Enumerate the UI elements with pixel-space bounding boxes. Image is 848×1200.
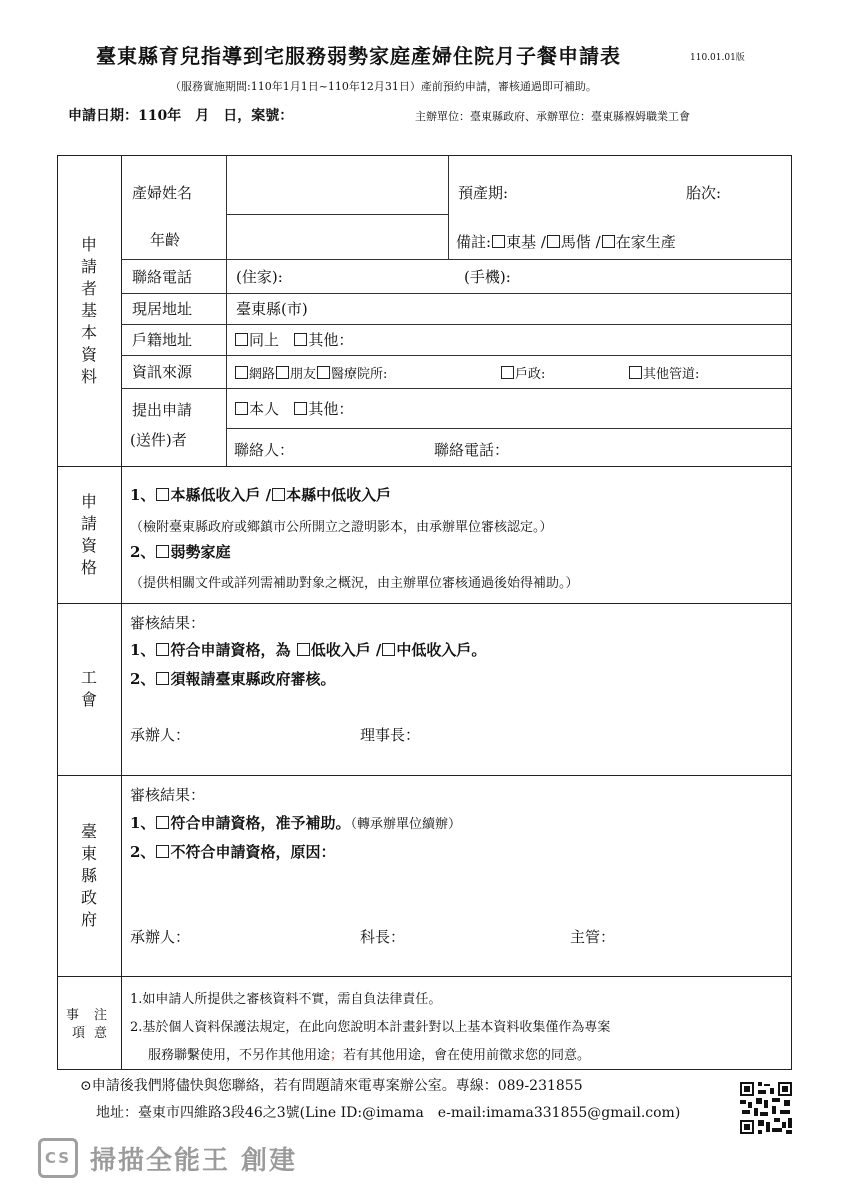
due-date-divider: [448, 156, 449, 259]
household-option-same: 同上: [249, 331, 280, 349]
form-title: 臺東縣育兒指導到宅服務弱勢家庭產婦住院月子餐申請表: [96, 44, 621, 68]
checkbox-friend[interactable]: [276, 366, 289, 379]
note-separator: ；: [330, 1048, 344, 1063]
phone-label: 聯絡電話: [132, 268, 193, 286]
household-options: [234, 329, 353, 350]
section-divider: [58, 976, 791, 977]
phone-home-field[interactable]: (住家):: [236, 268, 283, 286]
remark-option-home-birth: 在家生產: [615, 233, 676, 251]
form-table: [57, 155, 792, 1070]
eligibility-mid-low-income: 本縣中低收入戶: [286, 486, 392, 504]
checkbox-internet[interactable]: [235, 366, 248, 379]
remark-option-mackay: 馬偕 /: [560, 233, 601, 251]
age-label: 年齡: [150, 231, 181, 249]
name-row-inner-line: [226, 214, 448, 215]
info-source-options-c: [628, 363, 699, 382]
mother-name-field[interactable]: [230, 156, 446, 212]
submitter-options: [234, 398, 353, 419]
checkbox-dongji[interactable]: [492, 235, 505, 248]
union-result-label: 審核結果：: [130, 614, 206, 632]
info-source-label: 資訊來源: [132, 363, 193, 381]
submitter-label-1: 提出申請: [132, 401, 193, 419]
household-option-other: 其他：: [308, 331, 354, 349]
eligibility-item-2: 2、 弱勢家庭: [130, 543, 231, 561]
row-line: [121, 259, 791, 260]
section-union-label: 工 會: [80, 668, 97, 709]
source-hospital: 醫療院所:: [331, 367, 388, 382]
checkbox-self[interactable]: [235, 402, 248, 415]
union-chairman-field[interactable]: 理事長：: [360, 726, 421, 744]
checkbox-other-channel[interactable]: [629, 366, 642, 379]
remark-option-dongji: 東基 /: [506, 233, 546, 251]
eligibility-disadvantaged: 弱勢家庭: [170, 543, 231, 561]
checkbox-disadvantaged[interactable]: [156, 545, 169, 558]
union-report-text: 須報請臺東縣政府審核。: [170, 670, 336, 688]
county-item-1: 1、 符合申請資格，准予補助。（轉承辦單位續辦）: [130, 814, 461, 832]
mother-name-label: 產婦姓名: [132, 184, 193, 202]
source-other-channel: 其他管道:: [643, 367, 700, 382]
union-low-income-text: 低收入戶 /: [310, 641, 382, 659]
watermark-text: 掃描全能王 創建: [90, 1145, 298, 1176]
address-field[interactable]: 臺東縣(市): [236, 300, 308, 318]
county-section-chief-field[interactable]: 科長：: [360, 928, 406, 946]
footer-contact-line: ⊙申請後我們將儘快與您聯絡，若有問題請來電專案辦公室。專線：089-231855: [80, 1078, 583, 1094]
phone-mobile-field[interactable]: (手機):: [464, 268, 511, 286]
county-approved-text: 符合申請資格，准予補助。: [170, 814, 351, 832]
county-item-2: 2、 不符合申請資格，原因：: [130, 843, 336, 861]
county-supervisor-field[interactable]: 主管：: [570, 928, 616, 946]
apply-date-line: 申請日期：110年 月 日，案號：: [68, 108, 294, 124]
checkbox-county-rejected[interactable]: [156, 845, 169, 858]
checkbox-union-low-income[interactable]: [297, 643, 310, 656]
age-field[interactable]: [230, 216, 446, 258]
section-applicant-label: 申 請 者 基 本 資 料: [80, 235, 97, 386]
contact-person-field[interactable]: 聯絡人：: [234, 441, 295, 459]
service-period: （服務實施期間:110年1月1日~110年12月31日）產前預約申請，審核通過即可補助。: [170, 80, 597, 93]
county-result-label: 審核結果：: [130, 786, 206, 804]
source-internet: 網路: [249, 367, 276, 382]
union-item-2: 2、 須報請臺東縣政府審核。: [130, 670, 336, 688]
footer-address-line: 地址：臺東市四維路3段46之3號(Line ID:@imama e-mail:imama331855@gmail.com): [96, 1105, 681, 1121]
checkbox-mackay[interactable]: [547, 235, 560, 248]
scanner-watermark: [38, 1138, 297, 1178]
checkbox-household-office[interactable]: [501, 366, 514, 379]
row-line: [121, 388, 791, 389]
checkbox-low-income[interactable]: [156, 488, 169, 501]
camscanner-logo-icon: CS: [38, 1138, 78, 1178]
submitter-label-2: (送件)者: [130, 431, 187, 449]
notes-label-b: 注: [94, 1008, 108, 1023]
note-line-3: 服務聯繫使用，不另作其他用途；若有其他用途，會在使用前徵求您的同意。: [148, 1048, 591, 1063]
submitter-inner-line: [226, 428, 791, 429]
eligibility-note-1: （檢附臺東縣政府或鄉鎮市公所開立之證明影本，由承辦單位審核認定。）: [130, 520, 553, 535]
notes-column-divider: [121, 976, 122, 1069]
row-line: [121, 324, 791, 325]
county-approved-note: （轉承辦單位續辦）: [350, 817, 461, 832]
note-line-2: 2.基於個人資料保護法規定，在此向您說明本計畫針對以上基本資料收集僅作為專案: [130, 1020, 611, 1035]
section-divider: [58, 775, 791, 776]
eligibility-low-income: 本縣低收入戶 /: [170, 486, 272, 504]
checkbox-union-mid-low-income[interactable]: [382, 643, 395, 656]
organizer-line: 主辦單位：臺東縣政府、承辦單位：臺東縣褓姆職業工會: [415, 110, 690, 123]
checkbox-mid-low-income[interactable]: [272, 488, 285, 501]
checkbox-hospital[interactable]: [317, 366, 330, 379]
notes-label-a: 事: [66, 1008, 80, 1023]
notes-label-d: 意: [94, 1026, 108, 1041]
county-handler-field[interactable]: 承辦人：: [130, 928, 191, 946]
address-label: 現居地址: [132, 300, 193, 318]
parity-label[interactable]: 胎次:: [686, 184, 722, 202]
household-label: 戶籍地址: [132, 331, 193, 349]
checkbox-county-approved[interactable]: [156, 816, 169, 829]
union-handler-field[interactable]: 承辦人：: [130, 726, 191, 744]
due-date-label[interactable]: 預產期:: [458, 184, 509, 202]
checkbox-submitter-other[interactable]: [294, 402, 307, 415]
checkbox-union-eligible[interactable]: [156, 643, 169, 656]
county-rejected-text: 不符合申請資格，原因：: [170, 843, 336, 861]
row-line: [121, 293, 791, 294]
submitter-divider: [226, 388, 227, 466]
checkbox-same-address[interactable]: [235, 333, 248, 346]
section-divider: [58, 466, 791, 467]
info-source-options-b: [500, 363, 545, 382]
label-column-divider: [121, 156, 122, 976]
submitter-other: 其他：: [308, 400, 354, 418]
submitter-self: 本人: [249, 400, 280, 418]
remark-row: [456, 231, 676, 252]
source-friend: 朋友: [290, 367, 317, 382]
eligibility-note-2: （提供相關文件或詳列需補助對象之概況，由主辦單位審核通過後始得補助。）: [130, 576, 579, 591]
section-eligibility-label: 申 請 資 格: [80, 491, 97, 577]
union-eligible-text: 符合申請資格，為: [170, 641, 291, 659]
section-divider: [58, 603, 791, 604]
source-household-office: 戶政:: [515, 367, 546, 382]
union-item-1: 1、 符合申請資格，為 低收入戶 / 中低收入戶。: [130, 641, 487, 659]
eligibility-item-1: 1、 本縣低收入戶 / 本縣中低收入戶: [130, 486, 392, 504]
notes-label-c: 項: [72, 1026, 86, 1041]
checkbox-union-report[interactable]: [156, 672, 169, 685]
form-version: 110.01.01版: [690, 53, 745, 63]
contact-phone-field[interactable]: 聯絡電話：: [434, 441, 510, 459]
section-county-label: 臺 東 縣 政 府: [80, 821, 97, 929]
remark-label: 備註:: [456, 233, 492, 251]
row-line: [121, 355, 791, 356]
info-source-options-a: [234, 363, 387, 382]
union-mid-low-income-text: 中低收入戶。: [396, 641, 487, 659]
qr-code-icon: [738, 1080, 794, 1136]
note-line-1: 1.如申請人所提供之審核資料不實，需自負法律責任。: [130, 992, 442, 1007]
checkbox-home-birth[interactable]: [602, 235, 615, 248]
checkbox-household-other[interactable]: [294, 333, 307, 346]
